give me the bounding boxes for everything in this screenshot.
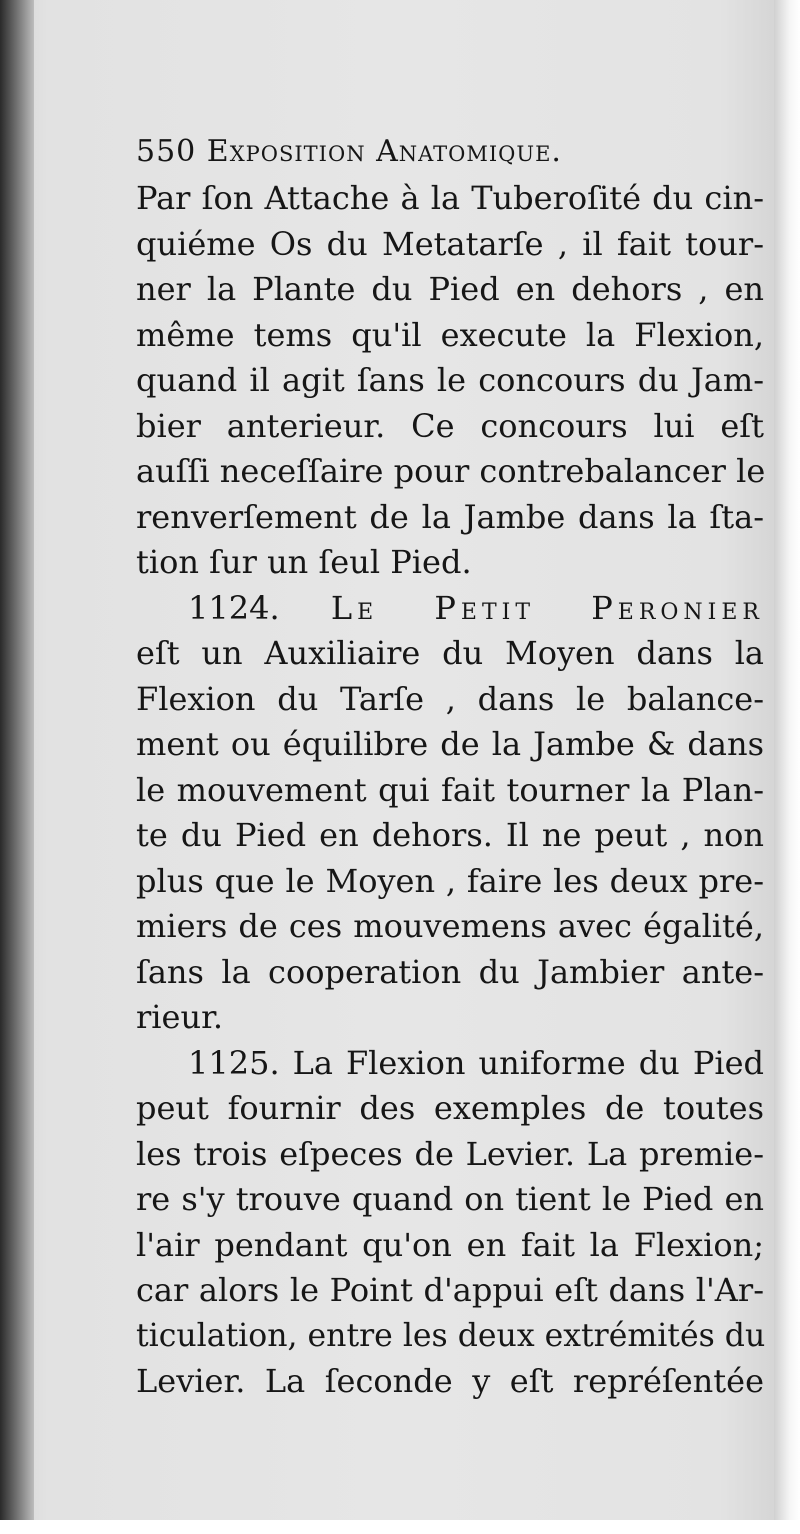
scan-edge bbox=[774, 0, 800, 1534]
text-line: re s'y trouve quand on tient le Pied en bbox=[136, 1180, 764, 1218]
text-line: car alors le Point d'appui eſt dans l'Ar- bbox=[136, 1271, 764, 1309]
text-line: eſt un Auxiliaire du Moyen dans la bbox=[136, 634, 764, 672]
text-line: ticulation, entre les deux extrémités du bbox=[136, 1317, 766, 1354]
text-line: miers de ces mouvemens avec égalité, bbox=[136, 907, 764, 945]
text-line: bier anterieur. Ce concours lui eſt bbox=[136, 406, 764, 445]
text-line: le mouvement qui fait tourner la Plan- bbox=[136, 770, 764, 809]
text-line: rieur. bbox=[136, 998, 224, 1036]
scan-bottom-margin bbox=[0, 1520, 800, 1534]
text-line: les trois eſpeces de Levier. La premie- bbox=[136, 1134, 764, 1173]
running-header: 550 Exposition Anatomique. bbox=[136, 134, 562, 169]
text-line: plus que le Moyen , faire les deux pre- bbox=[136, 861, 764, 900]
paragraph-1125-first-line: 1125. La Flexion uniforme du Pied bbox=[188, 1043, 764, 1082]
paragraph-1124-heading bbox=[136, 586, 764, 632]
text-line: l'air pendant qu'on en fait la Flexion; bbox=[136, 1225, 764, 1264]
text-line: te du Pied en dehors. Il ne peut , non bbox=[136, 816, 764, 854]
paragraph-number: 1124. bbox=[188, 588, 280, 627]
text-line: auſſi neceſſaire pour contrebalancer le bbox=[136, 452, 766, 490]
text-line: Par ſon Attache à la Tuberoſité du cin- bbox=[136, 179, 764, 217]
text-line: Levier. La ſeconde y eſt repréſentée bbox=[136, 1362, 764, 1400]
text-line: peut fournir des exemples de toutes bbox=[136, 1089, 764, 1127]
text-line: quiéme Os du Metatarſe , il fait tour- bbox=[136, 224, 764, 263]
binding-shadow bbox=[0, 0, 34, 1534]
text-line: Flexion du Tarſe , dans le balance- bbox=[136, 679, 764, 718]
text-line: ſans la cooperation du Jambier ante- bbox=[136, 952, 764, 991]
text-line: ment ou équilibre de la Jambe & dans bbox=[136, 725, 764, 763]
page-text bbox=[136, 128, 764, 1405]
text-line: quand il agit ſans le concours du Jam- bbox=[136, 361, 764, 399]
section-heading: Le Petit Peronier bbox=[330, 588, 764, 627]
text-line: tion ſur un ſeul Pied. bbox=[136, 543, 472, 581]
text-line: renverſement de la Jambe dans la ſta- bbox=[136, 497, 764, 536]
text-line: ner la Plante du Pied en dehors , en bbox=[136, 270, 764, 308]
text-line: même tems qu'il execute la Flexion, bbox=[136, 315, 764, 354]
